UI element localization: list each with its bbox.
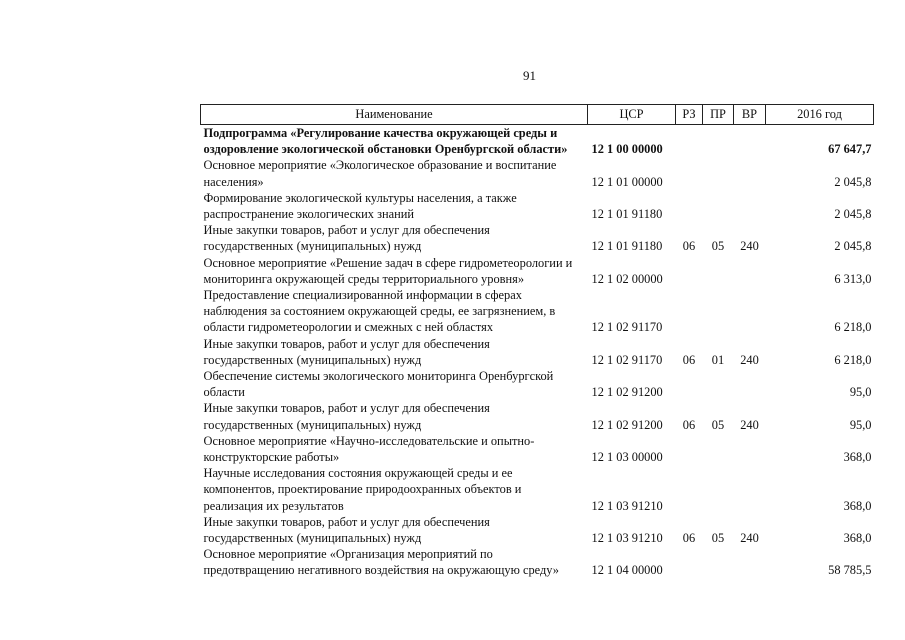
header-name: Наименование [201, 105, 588, 125]
row-csr-cell: 12 1 04 00000 [591, 563, 663, 578]
row-vr-cell [734, 157, 766, 189]
row-vr-cell [734, 190, 766, 222]
table-row [201, 287, 874, 336]
row-pr-cell: 01 [711, 352, 725, 367]
table-header [201, 105, 874, 125]
table-body [201, 125, 874, 579]
row-vr-cell [734, 287, 766, 336]
table-row [201, 336, 874, 368]
row-pr-cell [703, 157, 734, 189]
row-amount-cell: 6 218,0 [834, 352, 872, 367]
table-row [201, 255, 874, 287]
row-amount-cell: 58 785,5 [828, 563, 872, 578]
row-pr-cell: 05 [711, 417, 725, 432]
row-vr-cell [734, 433, 766, 465]
row-vr-cell [734, 255, 766, 287]
table-row [201, 190, 874, 222]
row-vr-cell: 240 [740, 239, 759, 254]
row-pr-cell [703, 546, 734, 578]
row-amount-cell: 67 647,7 [828, 142, 872, 157]
row-vr-cell: 240 [740, 352, 759, 367]
row-vr-cell [734, 125, 766, 158]
row-pr-cell [703, 255, 734, 287]
row-csr-cell: 12 1 01 91180 [591, 207, 663, 222]
row-vr-cell [734, 465, 766, 514]
row-csr-cell: 12 1 02 91200 [591, 385, 663, 400]
row-csr-cell: 12 1 02 91170 [591, 352, 663, 367]
row-vr-cell: 240 [740, 531, 759, 546]
row-amount-cell: 6 218,0 [834, 320, 872, 335]
row-rz-cell: 06 [682, 417, 696, 432]
row-name-cell: Иные закупки товаров, работ и услуг для обеспечения государственных (муниципальных) нужд [203, 223, 490, 254]
row-csr-cell: 12 1 01 00000 [591, 174, 663, 189]
row-rz-cell: 06 [682, 352, 696, 367]
row-amount-cell: 2 045,8 [834, 239, 872, 254]
row-amount-cell: 2 045,8 [834, 207, 872, 222]
row-amount-cell: 2 045,8 [834, 174, 872, 189]
row-rz-cell: 06 [682, 239, 696, 254]
header-row [201, 105, 874, 125]
row-vr-cell: 240 [740, 417, 759, 432]
row-pr-cell: 05 [711, 239, 725, 254]
row-rz-cell [676, 190, 703, 222]
header-rz: РЗ [676, 105, 703, 125]
table-row [201, 433, 874, 465]
row-pr-cell [703, 433, 734, 465]
table-row [201, 368, 874, 400]
row-amount-cell: 95,0 [849, 417, 872, 432]
row-name-cell: Формирование экологической культуры населения, а также распространение экологических знаний [203, 190, 517, 222]
row-name-cell: Основное мероприятие «Научно-исследовательские и опытно-конструкторские работы» [203, 433, 535, 465]
row-pr-cell [703, 287, 734, 336]
row-name-cell: Предоставление специализированной информации в сферах наблюдения за состоянием окружающей среды, ее загрязнением, в области гидрометеорологии и смежных с ней областях [203, 288, 556, 335]
row-pr-cell [703, 368, 734, 400]
row-amount-cell: 368,0 [843, 498, 872, 513]
row-rz-cell [676, 546, 703, 578]
row-vr-cell [734, 368, 766, 400]
row-csr-cell: 12 1 03 00000 [591, 450, 663, 465]
row-name-cell: Основное мероприятие «Организация мероприятий по предотвращению негативного воздействия на окружающую среду» [203, 547, 560, 578]
row-csr-cell: 12 1 03 91210 [591, 498, 663, 513]
row-name-cell: Иные закупки товаров, работ и услуг для обеспечения государственных (муниципальных) нужд [203, 401, 490, 432]
header-year: 2016 год [766, 105, 874, 125]
row-csr-cell: 12 1 00 00000 [591, 142, 663, 157]
table-row [201, 546, 874, 578]
row-rz-cell [676, 465, 703, 514]
row-name-cell: Подпрограмма «Регулирование качества окружающей среды и оздоровление экологической обстановки Оренбургской области» [203, 126, 568, 157]
row-vr-cell [734, 546, 766, 578]
row-name-cell: Научные исследования состояния окружающей среды и ее компонентов, проектирование природоохранных объектов и реализация их результатов [203, 466, 522, 513]
row-rz-cell [676, 433, 703, 465]
row-rz-cell [676, 287, 703, 336]
row-name-cell: Иные закупки товаров, работ и услуг для обеспечения государственных (муниципальных) нужд [203, 514, 490, 546]
header-csr: ЦСР [588, 105, 676, 125]
table-row [201, 400, 874, 432]
table-row [201, 125, 874, 158]
row-pr-cell: 05 [711, 531, 725, 546]
table-row [201, 465, 874, 514]
row-amount-cell: 368,0 [843, 531, 872, 546]
row-rz-cell [676, 255, 703, 287]
row-csr-cell: 12 1 01 91180 [591, 239, 663, 254]
row-rz-cell [676, 157, 703, 189]
row-pr-cell [703, 125, 734, 158]
row-csr-cell: 12 1 03 91210 [591, 531, 663, 546]
row-name-cell: Основное мероприятие «Решение задач в сфере гидрометеорологии и мониторинга окружающей среды территориального уровня» [203, 255, 573, 286]
row-amount-cell: 6 313,0 [834, 271, 872, 286]
table-row [201, 157, 874, 189]
row-rz-cell [676, 368, 703, 400]
header-pr: ПР [703, 105, 734, 125]
row-name-cell: Обеспечение системы экологического мониторинга Оренбургской области [203, 369, 554, 400]
row-csr-cell: 12 1 02 00000 [591, 271, 663, 286]
row-pr-cell [703, 465, 734, 514]
row-amount-cell: 95,0 [849, 385, 872, 400]
row-rz-cell [676, 125, 703, 158]
table-row [201, 514, 874, 546]
table-row [201, 222, 874, 254]
budget-table [200, 104, 874, 579]
row-csr-cell: 12 1 02 91170 [591, 320, 663, 335]
page-number: 91 [523, 68, 536, 83]
row-rz-cell: 06 [682, 531, 696, 546]
row-amount-cell: 368,0 [843, 450, 872, 465]
row-pr-cell [703, 190, 734, 222]
row-name-cell: Основное мероприятие «Экологическое образование и воспитание населения» [203, 158, 557, 189]
row-name-cell: Иные закупки товаров, работ и услуг для обеспечения государственных (муниципальных) нужд [203, 336, 490, 367]
header-vr: ВР [734, 105, 766, 125]
row-csr-cell: 12 1 02 91200 [591, 417, 663, 432]
